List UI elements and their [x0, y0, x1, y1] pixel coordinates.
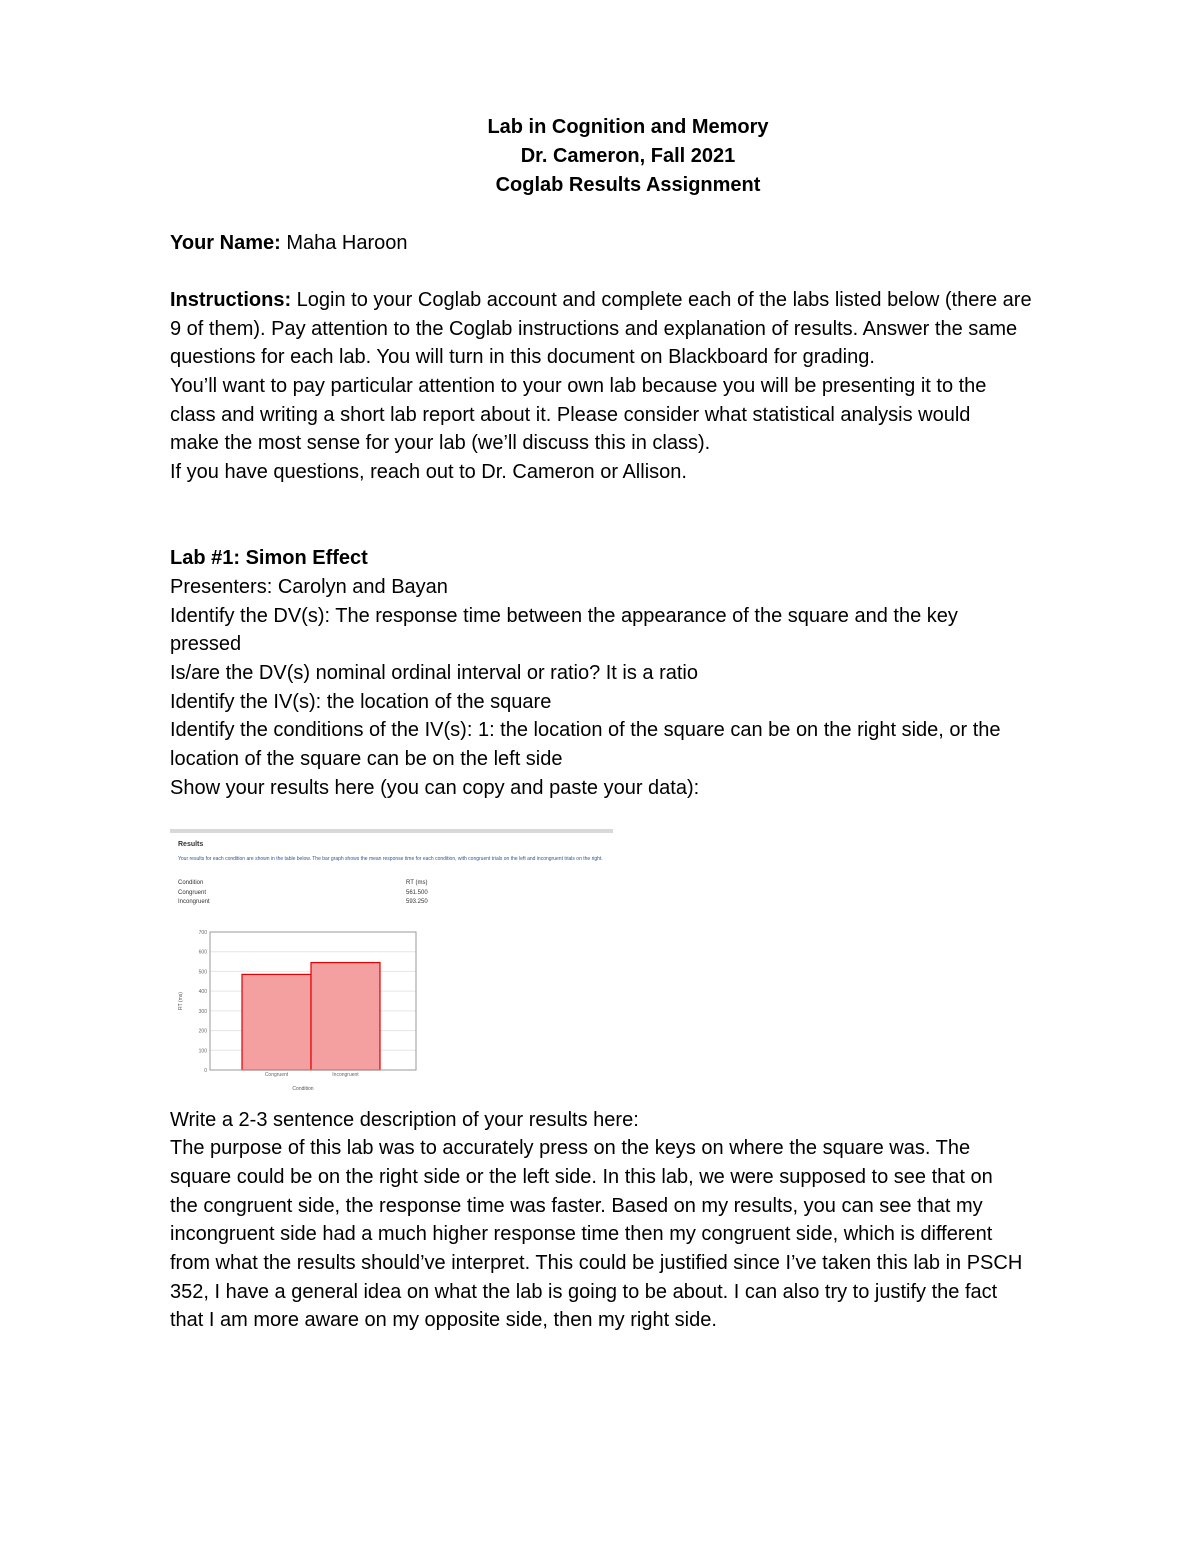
instructions-line-6: make the most sense for your lab (we’ll discuss this in class). — [170, 432, 711, 454]
instructions-line-2: 9 of them). Pay attention to the Coglab instructions and explanation of results. Answer the same — [170, 318, 1018, 340]
chart-y-tick-label: 500 — [198, 969, 207, 976]
document-header — [0, 113, 1200, 200]
results-table-header-rt: RT (ms) — [406, 880, 428, 886]
lab1-iv: Identify the IV(s): the location of the square — [170, 691, 552, 713]
instructions-line-1: Instructions: Login to your Coglab account and complete each of the labs listed below (there are — [170, 289, 1032, 311]
description-line-5: from what the results should’ve interpret. This could be justified since I’ve taken this lab in PSCH — [170, 1252, 1023, 1274]
results-table-cell: 593.250 — [406, 899, 428, 905]
instructions-line-5: class and writing a short lab report about it. Please consider what statistical analysis would — [170, 404, 971, 426]
lab1-presenters: Presenters: Carolyn and Bayan — [170, 576, 448, 598]
description-line-7: that I am more aware on my opposite side, then my right side. — [170, 1309, 717, 1331]
instructor-term: Dr. Cameron, Fall 2021 — [520, 145, 736, 167]
rt-bar-chart — [170, 829, 613, 1094]
description-line-4: incongruent side had a much higher response time then my congruent side, which is different — [170, 1223, 993, 1245]
instructions-line-7: If you have questions, reach out to Dr. Cameron or Allison. — [170, 461, 687, 483]
chart-y-tick-label: 200 — [198, 1028, 207, 1035]
chart-x-axis-label: Condition — [292, 1086, 314, 1092]
chart-y-tick-label: 600 — [198, 949, 207, 956]
chart-bar — [311, 963, 380, 1070]
instructions-label: Instructions: — [170, 289, 292, 311]
lab1-conditions-line-2: location of the square can be on the left side — [170, 748, 563, 770]
results-screenshot — [170, 829, 613, 1094]
lab1-title: Lab #1: Simon Effect — [170, 547, 368, 569]
results-screenshot-description: Your results for each condition are shown in the table below. The bar graph shows the mean response time for each condition, with congruent trials on the left and incongruent trials on the right. — [178, 856, 603, 862]
chart-y-axis-label: RT (ms) — [178, 992, 184, 1010]
course-title: Lab in Cognition and Memory — [487, 116, 769, 138]
results-table-cell: 561.500 — [406, 890, 428, 896]
results-table-cell: Incongruent — [178, 899, 210, 905]
lab1-results-prompt: Show your results here (you can copy and paste your data): — [170, 777, 700, 799]
description-line-1: The purpose of this lab was to accurately press on the keys on where the square was. The — [170, 1137, 971, 1159]
chart-y-tick-label: 0 — [204, 1068, 207, 1074]
chart-y-tick-label: 400 — [198, 989, 207, 996]
description-prompt: Write a 2-3 sentence description of your results here: — [170, 1109, 639, 1131]
lab1-dv-line-2: pressed — [170, 633, 242, 655]
lab1-conditions-line-1: Identify the conditions of the IV(s): 1: the location of the square can be on the right side, or the — [170, 719, 1001, 741]
name-label: Your Name: — [170, 232, 281, 254]
chart-y-tick-label: 100 — [198, 1048, 207, 1055]
assignment-title: Coglab Results Assignment — [495, 174, 761, 196]
lab1-dv-line-1: Identify the DV(s): The response time between the appearance of the square and the key — [170, 605, 958, 627]
results-screenshot-title: Results — [178, 841, 204, 848]
description-line-2: square could be on the right side or the left side. In this lab, we were supposed to see that on — [170, 1166, 993, 1188]
results-table-cell: Congruent — [178, 890, 207, 896]
chart-x-tick-label: Congruent — [264, 1072, 289, 1078]
description-line-3: the congruent side, the response time was faster. Based on my results, you can see that my — [170, 1195, 983, 1217]
instructions-line-4: You’ll want to pay particular attention to your own lab because you will be presenting it to the — [170, 375, 987, 397]
chart-x-tick-label: Incongruent — [332, 1072, 359, 1078]
name-value: Maha Haroon — [280, 232, 408, 254]
student-name-line — [170, 229, 1100, 258]
chart-y-tick-label: 700 — [198, 930, 207, 936]
lab1-dv-scale: Is/are the DV(s) nominal ordinal interval or ratio? It is a ratio — [170, 662, 698, 684]
instructions-line-3: questions for each lab. You will turn in this document on Blackboard for grading. — [170, 346, 875, 368]
description-line-6: 352, I have a general idea on what the lab is going to be about. I can also try to justify the fact — [170, 1281, 998, 1303]
chart-y-tick-label: 300 — [198, 1008, 207, 1015]
chart-bar — [242, 974, 311, 1070]
results-table-header-condition: Condition — [178, 880, 204, 886]
